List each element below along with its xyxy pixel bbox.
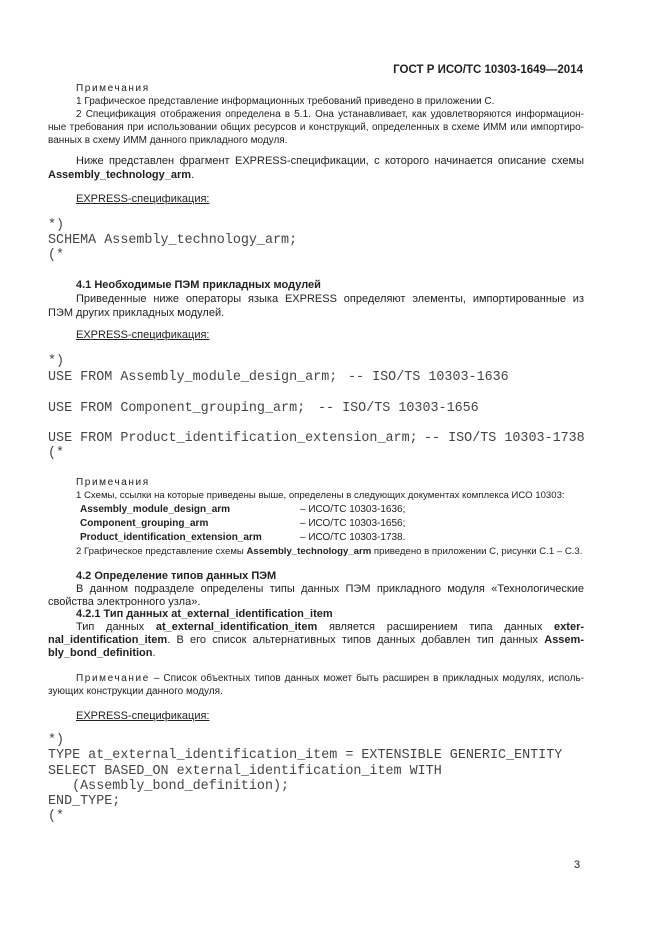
ref-doc: – ИСО/ТС 10303-1636; [300,504,406,515]
notes-title: Примечания [76,83,150,94]
note-line: 1 Графическое представление информационных требований приведено в приложении С. [76,96,495,107]
section-heading: 4.2 Определение типов данных ПЭМ [76,570,277,582]
text: Тип данных [76,621,156,633]
express-label: EXPRESS-спецификация: [76,193,210,205]
code-line: (* [48,248,65,263]
code-line: USE FROM Product_identification_extension_arm; [48,431,418,446]
code-comment: -- ISO/TS 10303-1738 [424,431,585,446]
code-line: (Assembly_bond_definition); [48,779,290,794]
subsection-heading: 4.2.1 Тип данных at_external_identification_item [76,608,333,620]
paragraph-line: Ниже представлен фрагмент EXPRESS-спецификации, с которого начинается описание схемы [76,155,584,167]
code-comment: -- ISO/TS 10303-1636 [348,370,509,385]
note-text: – Список объектных типов данных может быть расширен в прикладных модулях, исполь- [149,673,584,684]
paragraph-line: Приведенные ниже операторы языка EXPRESS определяют элементы, импортированные из [76,293,584,305]
note-text: приведено в приложении С, рисунки С.1 – С.3. [371,546,583,557]
paragraph-line: В данном подразделе определены типы данных ПЭМ прикладного модуля «Технологические [76,583,584,595]
code-line: *) [48,354,65,369]
notes-title: Примечания [76,477,150,488]
ref-schema: Assembly_module_design_arm [80,504,231,515]
text: . [152,647,156,659]
note-line: зующих конструкции данного модуля. [48,686,223,697]
code-line: SCHEMA Assembly_technology_arm; [48,233,298,248]
code-line: USE FROM Component_grouping_arm; [48,401,306,416]
text: является расширением типа данных [317,621,555,633]
schema-name: Assembly_technology_arm [48,169,192,181]
paragraph-line [48,646,156,661]
code-line: TYPE at_external_identification_item = EXTENSIBLE GENERIC_ENTITY [48,748,563,763]
paragraph-line: ПЭМ других прикладных модулей. [48,307,225,319]
code-line: (* [48,446,65,461]
text: . В его список альтернативных типов данных добавлен тип данных [167,634,545,646]
note-line [76,672,584,685]
document-header: ГОСТ Р ИСО/ТС 10303-1649—2014 [393,64,583,76]
ref-schema: Component_grouping_arm [80,518,209,529]
code-line: SELECT BASED_ON external_identification_item WITH [48,764,442,779]
code-line: END_TYPE; [48,794,121,809]
note-text: 2 Графическое представление схемы [76,546,247,557]
note-line: ванных в схему ИММ данного прикладного модуля. [48,135,288,146]
ref-doc: – ИСО/ТС 10303-1656; [300,518,406,529]
type-name: bly_bond_definition [48,647,153,659]
code-line: *) [48,218,65,233]
paragraph-line: свойства электронного узла». [48,596,201,608]
code-comment: -- ISO/TS 10303-1656 [318,401,479,416]
section-heading: 4.1 Необходимые ПЭМ прикладных модулей [76,279,321,291]
type-name: exter- [554,621,585,633]
note-line [76,545,582,558]
page-number: 3 [574,859,581,871]
note-line: 1 Схемы, ссылки на которые приведены выше, определены в следующих документах комплекса ИСО 10303: [76,490,565,501]
type-name: nal_identification_item [48,634,168,646]
express-label: EXPRESS-спецификация: [76,710,210,722]
schema-name: Assembly_technology_arm [246,546,372,557]
note-line: ные требования при использовании общих ресурсов и конструкций, определенных в схеме ИММ или импортиро- [48,122,584,133]
express-label: EXPRESS-спецификация: [76,329,210,341]
ref-schema: Product_identification_extension_arm [80,532,262,543]
punctuation: . [191,169,195,181]
ref-doc: – ИСО/ТС 10303-1738. [300,532,406,543]
note-label: Примечание [76,673,150,684]
code-line: *) [48,733,65,748]
type-name: Assem- [544,634,584,646]
paragraph-line [48,168,194,183]
code-line: USE FROM Assembly_module_design_arm; [48,370,338,385]
note-line: 2 Спецификация отображения определена в 5.1. Она устанавливает, как удовлетворяются информацион- [76,109,584,120]
code-line: (* [48,809,65,824]
type-name: at_external_identification_item [155,621,318,633]
